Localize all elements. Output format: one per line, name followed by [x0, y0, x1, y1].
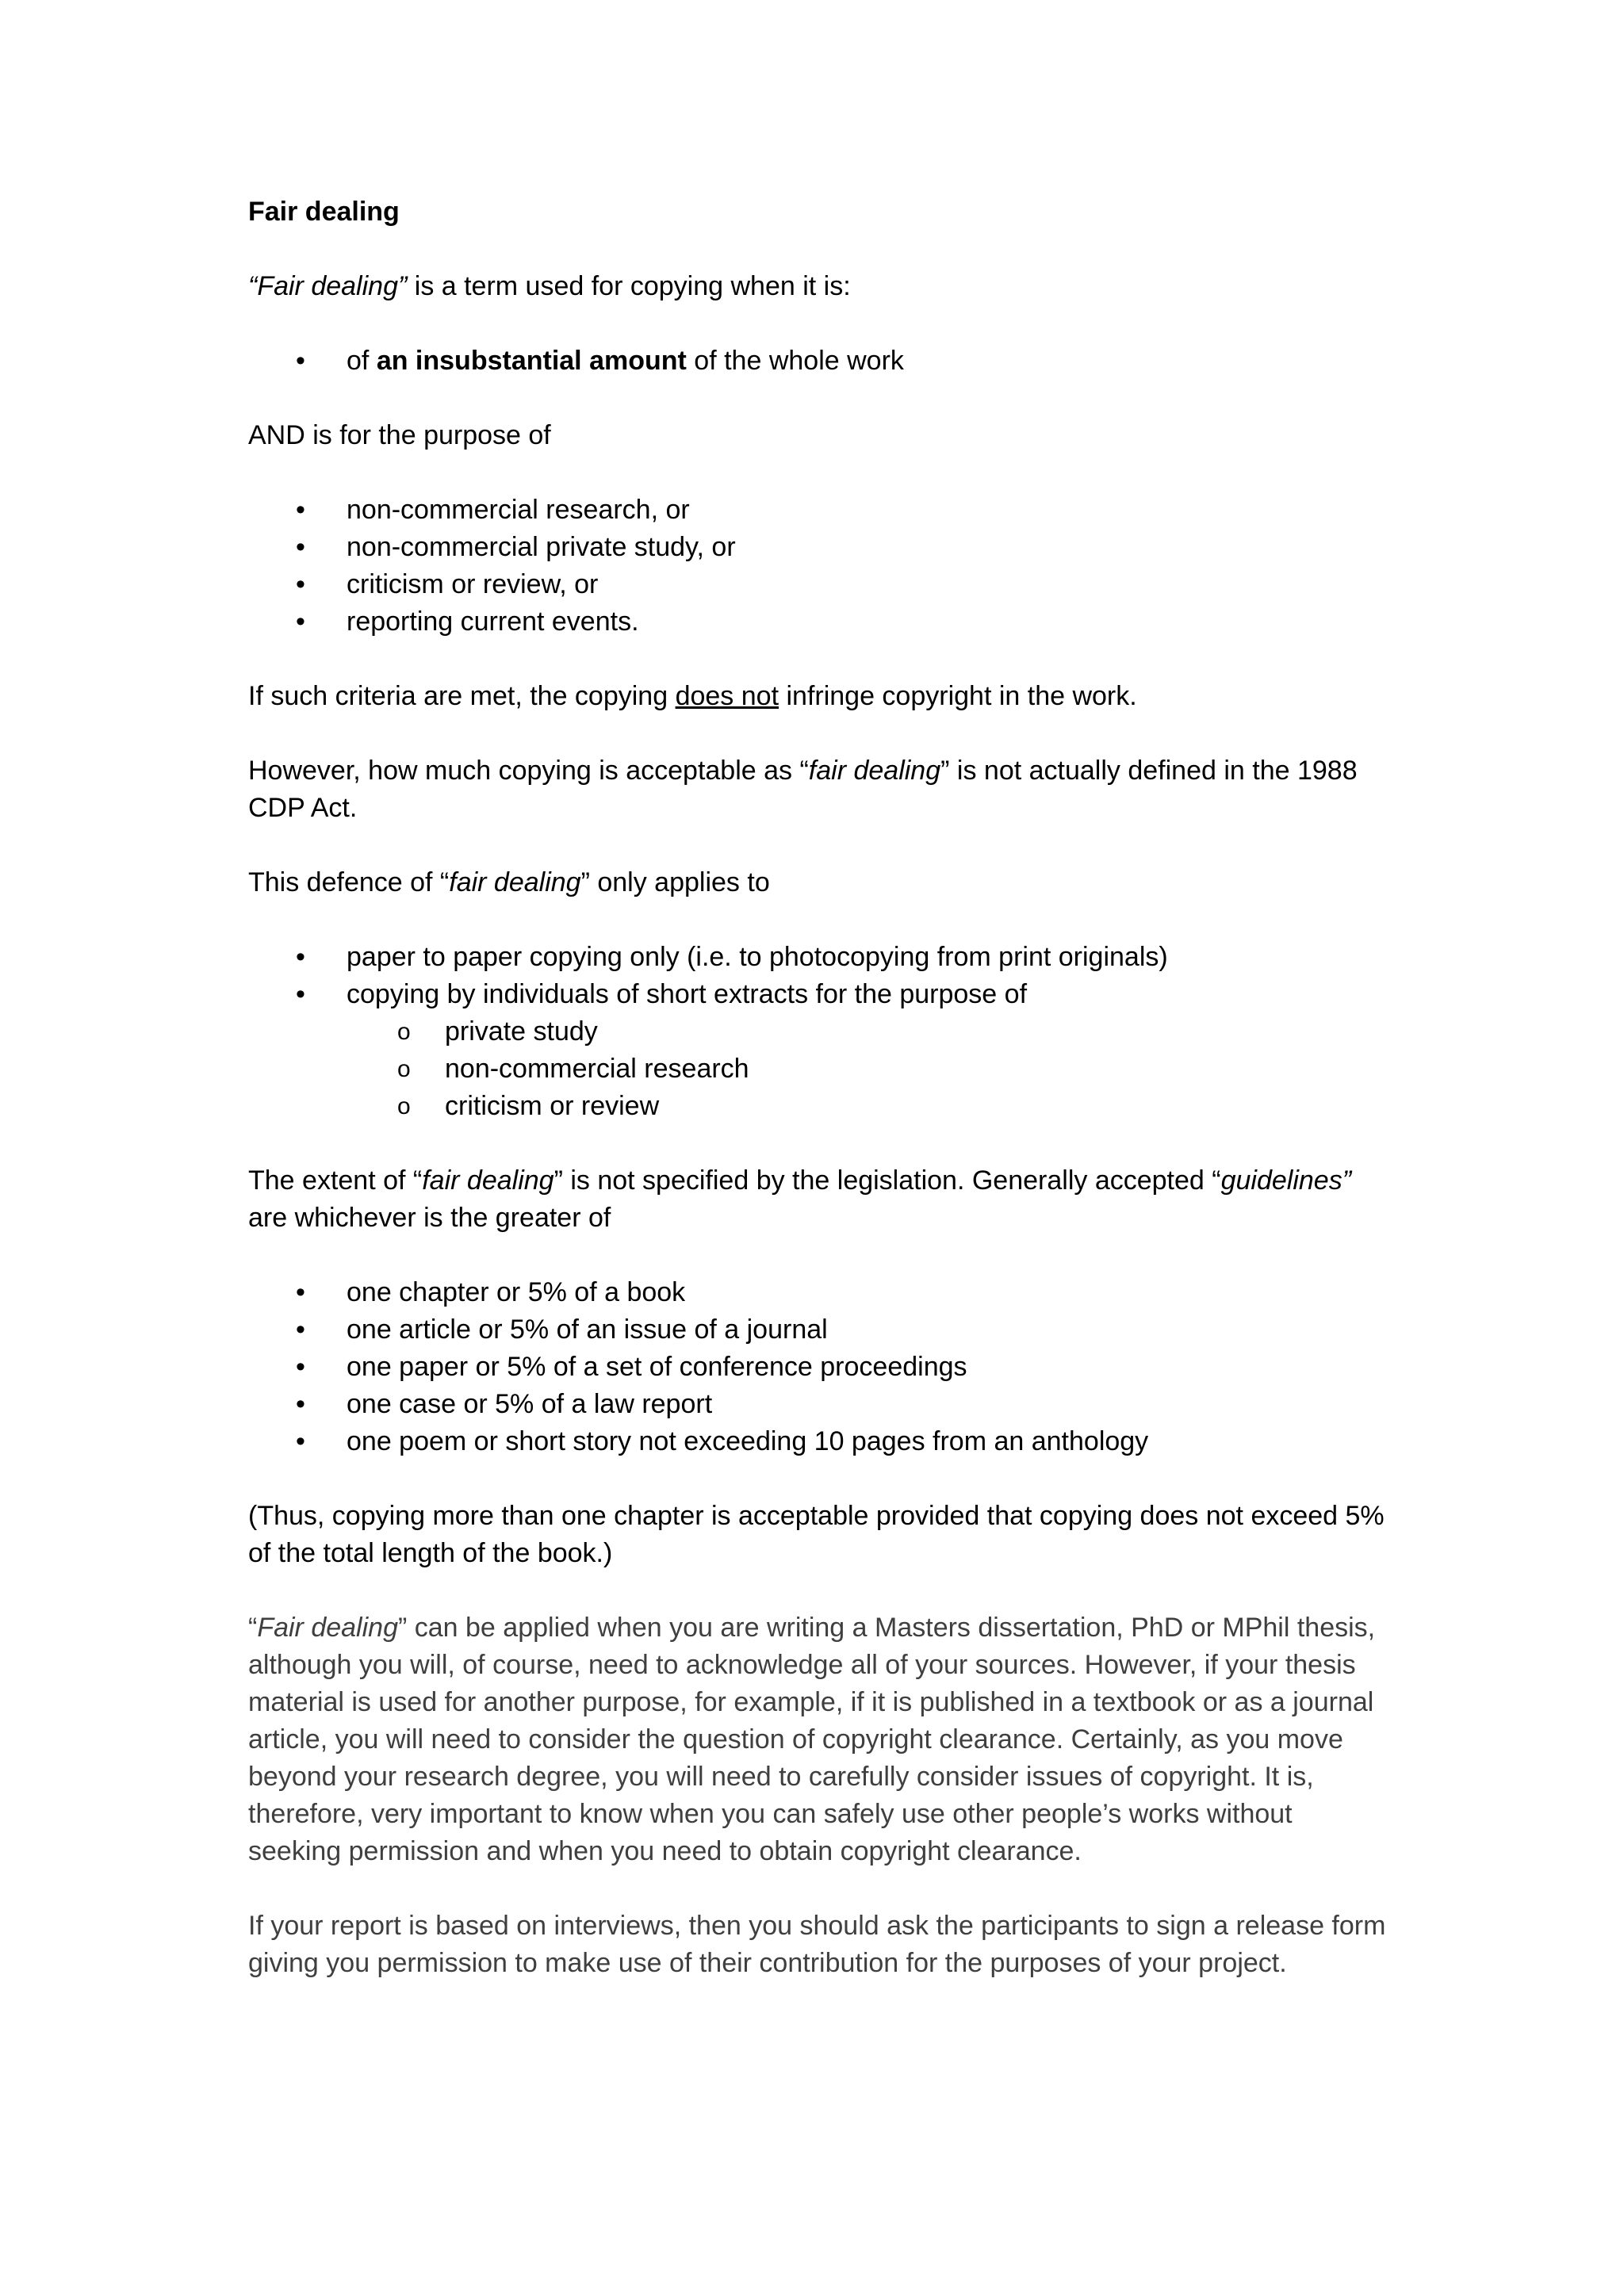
- criteria-paragraph: [248, 678, 1390, 715]
- list-item: • one article or 5% of an issue of a journal: [248, 1311, 1390, 1349]
- defence-post: ” only applies to: [580, 867, 770, 897]
- defence-pre: This defence of “: [248, 867, 450, 897]
- list-item: • one case or 5% of a law report: [248, 1386, 1390, 1423]
- however-italic: fair dealing: [808, 756, 941, 786]
- document-page: [248, 193, 1390, 2019]
- dissertation-post: ” can be applied when you are writing a Masters dissertation, PhD or MPhil thesis, although you will, of course, need to acknowledge all of your sources. However, if your thesis material is used for another purpose, for example, if it is published in a textbook or as a journal article, you will need to consider the question of copyright clearance. Certainly, as you move beyond your research degree, you will need to carefully consider issues of copyright. It is, therefore, very important to know when you can safely use other people’s works without seeking permission and when you need to obtain copyright clearance.: [248, 1613, 1376, 1866]
- list-item: • one poem or short story not exceeding 10 pages from an anthology: [248, 1423, 1390, 1460]
- purpose-lead: AND is for the purpose of: [248, 420, 551, 450]
- sublist-item: o criticism or review: [248, 1088, 1390, 1125]
- however-post: ” is not actually defined in the 1988 CDP Act.: [248, 756, 1358, 823]
- extent-mid: ” is not specified by the legislation. Generally accepted “: [553, 1165, 1221, 1196]
- intro-paragraph: [248, 268, 1390, 305]
- list-item: • reporting current events.: [248, 603, 1390, 641]
- defence-paragraph: [248, 864, 1390, 901]
- purposes-list: [248, 492, 1390, 641]
- dissertation-paragraph: [248, 1609, 1390, 1870]
- intro-term: “Fair dealing”: [248, 271, 408, 301]
- dissertation-italic: Fair dealing: [257, 1613, 398, 1643]
- extract-purposes-list: [347, 1013, 1390, 1125]
- applies-item-text: copying by individuals of short extracts for the purpose of: [347, 979, 1028, 1009]
- list-item: • non-commercial research, or: [248, 492, 1390, 529]
- however-paragraph: [248, 752, 1390, 827]
- amount-list: [248, 342, 1390, 380]
- dissertation-pre: “: [248, 1613, 258, 1643]
- criteria-pre: If such criteria are met, the copying: [248, 681, 676, 711]
- list-item: • paper to paper copying only (i.e. to photocopying from print originals): [248, 939, 1390, 976]
- sublist-item: o non-commercial research: [248, 1050, 1390, 1088]
- extent-italic: fair dealing: [422, 1165, 554, 1196]
- extent-pre: The extent of “: [248, 1165, 423, 1196]
- amount-bold: an insubstantial amount: [376, 346, 687, 376]
- list-item: • criticism or review, or: [248, 566, 1390, 603]
- extent-post: are whichever is the greater of: [248, 1203, 611, 1233]
- extent-italic2: guidelines”: [1220, 1165, 1352, 1196]
- list-item: • non-commercial private study, or: [248, 529, 1390, 566]
- extent-paragraph: [248, 1162, 1390, 1237]
- list-item: [248, 342, 1390, 380]
- applies-list: [248, 939, 1390, 1125]
- intro-rest: is a term used for copying when it is:: [407, 271, 851, 301]
- amount-pre: of: [347, 346, 377, 376]
- defence-italic: fair dealing: [449, 867, 581, 897]
- however-pre: However, how much copying is acceptable as “: [248, 756, 809, 786]
- guidelines-list: [248, 1274, 1390, 1460]
- criteria-post: infringe copyright in the work.: [779, 681, 1137, 711]
- criteria-underlined: does not: [675, 681, 779, 711]
- list-item: [248, 976, 1390, 1125]
- list-item: • one paper or 5% of a set of conference proceedings: [248, 1349, 1390, 1386]
- section-heading: Fair dealing: [248, 197, 400, 227]
- list-item: • one chapter or 5% of a book: [248, 1274, 1390, 1311]
- interviews-paragraph: If your report is based on interviews, then you should ask the participants to sign a release form giving you permission to make use of their contribution for the purposes of your project.: [248, 1911, 1386, 1978]
- amount-post: of the whole work: [686, 346, 904, 376]
- thus-paragraph: (Thus, copying more than one chapter is acceptable provided that copying does not exceed 5% of the total length of the book.): [248, 1501, 1385, 1568]
- sublist-item: o private study: [248, 1013, 1390, 1050]
